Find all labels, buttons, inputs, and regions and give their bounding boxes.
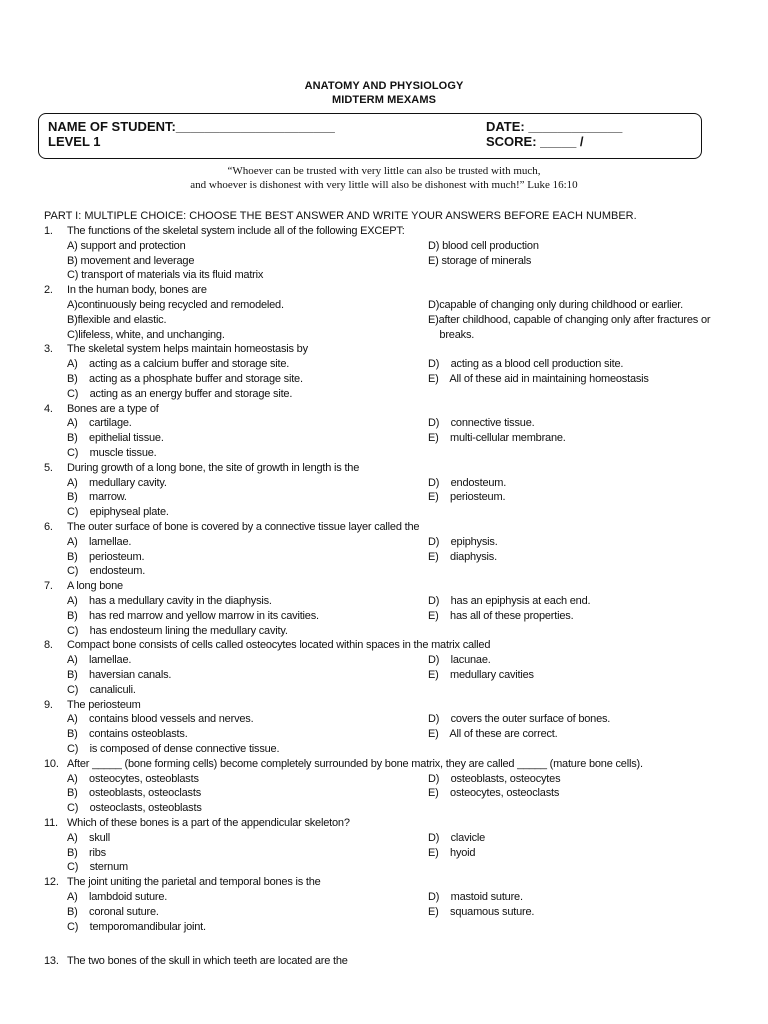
answer-option: E) periosteum. xyxy=(428,491,506,504)
answer-option: A) skull xyxy=(67,831,111,844)
question-text: The skeletal system helps maintain homeostasis by xyxy=(67,343,308,356)
question-text: In the human body, bones are xyxy=(67,284,207,297)
answer-option: B) haversian canals. xyxy=(67,669,172,681)
question-number: 1. xyxy=(44,225,53,237)
question-text: After _____ (bone forming cells) become completely surrounded by bone matrix, they are called _____ (mature bone cells). xyxy=(67,757,643,770)
answer-option: C) transport of materials via its fluid matrix xyxy=(67,269,264,282)
answer-option: E) storage of minerals xyxy=(428,254,532,267)
answer-option: D) has an epiphysis at each end. xyxy=(428,595,591,607)
quote-line-1: “Whoever can be trusted with very little can also be trusted with much, xyxy=(227,165,541,177)
answer-option: C) has endosteum lining the medullary cavity. xyxy=(67,624,288,637)
answer-option: A) osteocytes, osteoblasts xyxy=(67,772,199,785)
answer-option: B) marrow. xyxy=(67,491,127,504)
answer-option: D) covers the outer surface of bones. xyxy=(428,713,611,726)
answer-option: A) medullary cavity. xyxy=(67,476,167,489)
answer-option: A) has a medullary cavity in the diaphysis. xyxy=(67,595,272,607)
answer-option: B) osteoblasts, osteoclasts xyxy=(67,787,202,800)
answer-option: B) contains osteoblasts. xyxy=(67,728,188,741)
question-number: 6. xyxy=(44,521,53,533)
answer-option: D) mastoid suture. xyxy=(428,891,523,903)
answer-option: E) osteocytes, osteoclasts xyxy=(428,787,560,800)
answer-option: E) squamous suture. xyxy=(428,905,535,918)
quote-line-2: and whoever is dishonest with very little will also be dishonest with much!” Luke 16:10 xyxy=(190,179,578,191)
answer-option: C) acting as an energy buffer and storage site. xyxy=(67,387,293,400)
answer-option: E) All of these aid in maintaining homeostasis xyxy=(428,373,649,385)
question-number: 5. xyxy=(44,461,53,474)
answer-option: E) multi-cellular membrane. xyxy=(428,432,566,445)
answer-option: E) All of these are correct. xyxy=(428,728,558,741)
answer-option: C)lifeless, white, and unchanging. xyxy=(67,328,225,341)
date-field[interactable]: DATE: _____________ xyxy=(486,119,623,134)
answer-option: D) epiphysis. xyxy=(428,535,498,548)
answer-option: D) connective tissue. xyxy=(428,417,535,430)
question-text: Compact bone consists of cells called osteocytes located within spaces in the matrix called xyxy=(67,639,491,652)
question-text: The outer surface of bone is covered by a connective tissue layer called the xyxy=(67,521,420,533)
question-number: 12. xyxy=(44,876,59,889)
answer-option: C) is composed of dense connective tissue. xyxy=(67,743,280,755)
answer-option: B) epithelial tissue. xyxy=(67,432,164,445)
question-number: 13. xyxy=(44,955,59,968)
student-name-field[interactable]: NAME OF STUDENT:______________________ xyxy=(48,119,335,134)
answer-option: D)capable of changing only during childhood or earlier. xyxy=(428,299,684,311)
question-text: A long bone xyxy=(67,580,123,593)
level-label: LEVEL 1 xyxy=(48,134,101,149)
question-text: Bones are a type of xyxy=(67,402,159,415)
answer-option: A)continuously being recycled and remodeled. xyxy=(67,299,284,311)
answer-option: A) lamellae. xyxy=(67,654,132,667)
part-heading: PART I: MULTIPLE CHOICE: CHOOSE THE BEST ANSWER AND WRITE YOUR ANSWERS BEFORE EACH NUMBER. xyxy=(44,210,637,222)
question-number: 9. xyxy=(44,698,53,711)
question-text: Which of these bones is a part of the appendicular skeleton? xyxy=(67,817,350,829)
answer-option: D) lacunae. xyxy=(428,654,491,667)
question-text: The periosteum xyxy=(67,698,141,711)
question-text: During growth of a long bone, the site of growth in length is the xyxy=(67,461,360,474)
answer-option: C) sternum xyxy=(67,861,128,874)
answer-option: B) ribs xyxy=(67,846,106,859)
exam-title: ANATOMY AND PHYSIOLOGY xyxy=(304,80,464,92)
answer-option: C) muscle tissue. xyxy=(67,447,157,459)
answer-option: C) endosteum. xyxy=(67,565,146,578)
question-text: The joint uniting the parietal and temporal bones is the xyxy=(67,876,321,889)
answer-option: B) periosteum. xyxy=(67,550,145,563)
answer-option: D) endosteum. xyxy=(428,476,507,489)
question-number: 2. xyxy=(44,284,53,297)
question-number: 8. xyxy=(44,639,53,652)
answer-option: C) osteoclasts, osteoblasts xyxy=(67,802,202,815)
answer-option: A) acting as a calcium buffer and storage site. xyxy=(67,358,290,371)
question-text: The functions of the skeletal system include all of the following EXCEPT: xyxy=(67,225,405,237)
answer-option: C) temporomandibular joint. xyxy=(67,920,206,933)
question-number: 7. xyxy=(44,580,53,593)
answer-option: breaks. xyxy=(428,328,475,341)
answer-option: E) diaphysis. xyxy=(428,550,497,563)
answer-option: A) contains blood vessels and nerves. xyxy=(67,713,254,726)
answer-option: B) has red marrow and yellow marrow in its cavities. xyxy=(67,609,319,622)
answer-option: A) lamellae. xyxy=(67,535,132,548)
question-number: 10. xyxy=(44,757,59,770)
question-text: The two bones of the skull in which teeth are located are the xyxy=(67,955,348,968)
answer-option: D) clavicle xyxy=(428,831,486,844)
answer-option: A) lambdoid suture. xyxy=(67,891,168,903)
answer-option: E) hyoid xyxy=(428,846,476,859)
answer-option: E) medullary cavities xyxy=(428,669,534,681)
question-number: 3. xyxy=(44,343,53,356)
score-field[interactable]: SCORE: _____ / xyxy=(486,134,584,149)
answer-option: E) has all of these properties. xyxy=(428,609,574,622)
question-number: 4. xyxy=(44,402,53,415)
exam-subtitle: MIDTERM MEXAMS xyxy=(331,94,437,106)
answer-option: B) acting as a phosphate buffer and storage site. xyxy=(67,373,303,385)
answer-option: C) canaliculi. xyxy=(67,683,136,696)
answer-option: B) movement and leverage xyxy=(67,254,195,267)
answer-option: D) osteoblasts, osteocytes xyxy=(428,772,561,785)
question-number: 11. xyxy=(44,817,58,829)
answer-option: A) support and protection xyxy=(67,239,186,252)
answer-option: C) epiphyseal plate. xyxy=(67,506,169,519)
answer-option: D) acting as a blood cell production site. xyxy=(428,358,624,371)
answer-option: E)after childhood, capable of changing only after fractures or xyxy=(428,313,711,326)
answer-option: D) blood cell production xyxy=(428,239,539,252)
answer-option: B)flexible and elastic. xyxy=(67,313,167,326)
answer-option: B) coronal suture. xyxy=(67,905,159,918)
answer-option: A) cartilage. xyxy=(67,417,132,430)
